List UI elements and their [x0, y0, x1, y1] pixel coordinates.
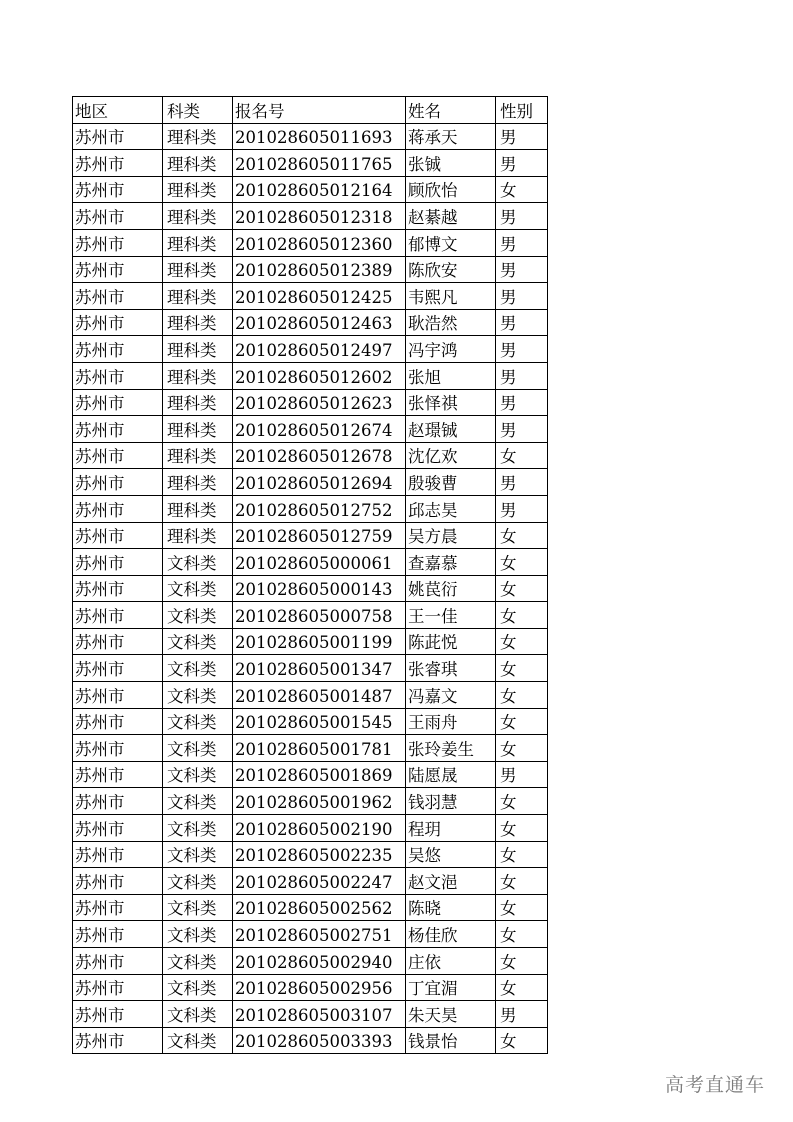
cell-registration-number: 201028605002190	[233, 815, 406, 842]
cell-gender: 女	[496, 948, 548, 975]
cell-gender: 女	[496, 602, 548, 629]
cell-gender: 女	[496, 921, 548, 948]
cell-name: 王雨舟	[406, 708, 496, 735]
cell-gender: 女	[496, 894, 548, 921]
cell-registration-number: 201028605012463	[233, 309, 406, 336]
cell-name: 赵璟铖	[406, 416, 496, 443]
cell-registration-number: 201028605012759	[233, 522, 406, 549]
cell-name: 陈欣安	[406, 256, 496, 283]
cell-region: 苏州市	[73, 256, 163, 283]
cell-region: 苏州市	[73, 522, 163, 549]
cell-subject-type: 文科类	[163, 894, 233, 921]
roster-table	[72, 96, 548, 1054]
cell-subject-type: 文科类	[163, 1027, 233, 1054]
table-row	[73, 256, 548, 283]
cell-region: 苏州市	[73, 682, 163, 709]
cell-subject-type: 理科类	[163, 203, 233, 230]
cell-registration-number: 201028605003393	[233, 1027, 406, 1054]
table-row	[73, 974, 548, 1001]
cell-subject-type: 文科类	[163, 841, 233, 868]
cell-subject-type: 文科类	[163, 655, 233, 682]
cell-name: 顾欣怡	[406, 176, 496, 203]
cell-region: 苏州市	[73, 336, 163, 363]
table-row	[73, 575, 548, 602]
cell-region: 苏州市	[73, 1027, 163, 1054]
cell-gender: 女	[496, 442, 548, 469]
cell-name: 郁博文	[406, 229, 496, 256]
cell-name: 张怿祺	[406, 389, 496, 416]
cell-subject-type: 理科类	[163, 389, 233, 416]
cell-registration-number: 201028605012497	[233, 336, 406, 363]
table-row	[73, 815, 548, 842]
cell-registration-number: 201028605012752	[233, 495, 406, 522]
cell-gender: 男	[496, 336, 548, 363]
cell-subject-type: 文科类	[163, 921, 233, 948]
cell-region: 苏州市	[73, 868, 163, 895]
cell-name: 吴方晨	[406, 522, 496, 549]
cell-region: 苏州市	[73, 788, 163, 815]
table-row	[73, 628, 548, 655]
cell-registration-number: 201028605001869	[233, 761, 406, 788]
cell-gender: 男	[496, 123, 548, 150]
table-row	[73, 442, 548, 469]
cell-name: 朱天昊	[406, 1001, 496, 1028]
table-row	[73, 229, 548, 256]
cell-registration-number: 201028605012674	[233, 416, 406, 443]
cell-gender: 男	[496, 256, 548, 283]
cell-gender: 男	[496, 203, 548, 230]
cell-registration-number: 201028605002956	[233, 974, 406, 1001]
cell-registration-number: 201028605011765	[233, 150, 406, 177]
cell-name: 陈茈悦	[406, 628, 496, 655]
cell-gender: 女	[496, 868, 548, 895]
table-row	[73, 389, 548, 416]
cell-gender: 女	[496, 655, 548, 682]
cell-subject-type: 理科类	[163, 336, 233, 363]
cell-subject-type: 文科类	[163, 602, 233, 629]
cell-gender: 男	[496, 416, 548, 443]
cell-registration-number: 201028605001199	[233, 628, 406, 655]
table-row	[73, 868, 548, 895]
cell-name: 赵綦越	[406, 203, 496, 230]
cell-region: 苏州市	[73, 948, 163, 975]
cell-gender: 女	[496, 974, 548, 1001]
table-row	[73, 176, 548, 203]
cell-name: 钱景怡	[406, 1027, 496, 1054]
cell-registration-number: 201028605012360	[233, 229, 406, 256]
cell-gender: 男	[496, 229, 548, 256]
table-row	[73, 735, 548, 762]
cell-subject-type: 理科类	[163, 256, 233, 283]
cell-registration-number: 201028605001962	[233, 788, 406, 815]
table-row	[73, 655, 548, 682]
cell-region: 苏州市	[73, 176, 163, 203]
cell-subject-type: 理科类	[163, 229, 233, 256]
table-row	[73, 1001, 548, 1028]
cell-subject-type: 文科类	[163, 628, 233, 655]
table-row	[73, 921, 548, 948]
cell-name: 丁宜湄	[406, 974, 496, 1001]
cell-registration-number: 201028605012678	[233, 442, 406, 469]
cell-name: 冯宇鸿	[406, 336, 496, 363]
cell-name: 张旭	[406, 362, 496, 389]
cell-subject-type: 理科类	[163, 522, 233, 549]
table-row	[73, 761, 548, 788]
cell-name: 冯嘉文	[406, 682, 496, 709]
cell-region: 苏州市	[73, 841, 163, 868]
table-row	[73, 495, 548, 522]
cell-region: 苏州市	[73, 469, 163, 496]
cell-name: 韦熙凡	[406, 283, 496, 310]
cell-region: 苏州市	[73, 283, 163, 310]
cell-region: 苏州市	[73, 203, 163, 230]
cell-gender: 女	[496, 788, 548, 815]
cell-gender: 男	[496, 150, 548, 177]
cell-subject-type: 理科类	[163, 416, 233, 443]
cell-gender: 女	[496, 841, 548, 868]
table-row	[73, 522, 548, 549]
cell-subject-type: 文科类	[163, 761, 233, 788]
cell-gender: 男	[496, 495, 548, 522]
cell-subject-type: 理科类	[163, 309, 233, 336]
cell-registration-number: 201028605012425	[233, 283, 406, 310]
cell-region: 苏州市	[73, 150, 163, 177]
cell-registration-number: 201028605012389	[233, 256, 406, 283]
cell-registration-number: 201028605001487	[233, 682, 406, 709]
cell-region: 苏州市	[73, 123, 163, 150]
cell-name: 张铖	[406, 150, 496, 177]
cell-registration-number: 201028605002247	[233, 868, 406, 895]
cell-name: 姚苠衍	[406, 575, 496, 602]
cell-subject-type: 理科类	[163, 150, 233, 177]
header-region: 地区	[73, 97, 163, 124]
cell-subject-type: 文科类	[163, 575, 233, 602]
cell-gender: 男	[496, 362, 548, 389]
cell-name: 陆愿晟	[406, 761, 496, 788]
cell-subject-type: 文科类	[163, 948, 233, 975]
cell-gender: 女	[496, 575, 548, 602]
cell-name: 张玲姜生	[406, 735, 496, 762]
cell-registration-number: 201028605001347	[233, 655, 406, 682]
cell-subject-type: 文科类	[163, 868, 233, 895]
cell-gender: 女	[496, 1027, 548, 1054]
table-row	[73, 708, 548, 735]
cell-subject-type: 文科类	[163, 549, 233, 576]
cell-region: 苏州市	[73, 389, 163, 416]
cell-registration-number: 201028605012623	[233, 389, 406, 416]
table-row	[73, 948, 548, 975]
cell-name: 耿浩然	[406, 309, 496, 336]
header-registration-number: 报名号	[233, 97, 406, 124]
table-row	[73, 416, 548, 443]
table-header-row	[73, 97, 548, 124]
watermark-text: 高考直通车	[664, 1074, 765, 1096]
cell-gender: 女	[496, 176, 548, 203]
cell-subject-type: 理科类	[163, 283, 233, 310]
table-row	[73, 549, 548, 576]
cell-registration-number: 201028605012318	[233, 203, 406, 230]
cell-registration-number: 201028605001545	[233, 708, 406, 735]
cell-name: 殷骏曹	[406, 469, 496, 496]
cell-registration-number: 201028605002940	[233, 948, 406, 975]
cell-gender: 男	[496, 469, 548, 496]
cell-registration-number: 201028605001781	[233, 735, 406, 762]
cell-region: 苏州市	[73, 495, 163, 522]
cell-region: 苏州市	[73, 655, 163, 682]
cell-subject-type: 理科类	[163, 442, 233, 469]
cell-registration-number: 201028605000758	[233, 602, 406, 629]
cell-subject-type: 文科类	[163, 708, 233, 735]
cell-name: 陈晓	[406, 894, 496, 921]
cell-region: 苏州市	[73, 628, 163, 655]
table-row	[73, 682, 548, 709]
cell-subject-type: 文科类	[163, 1001, 233, 1028]
header-gender: 性别	[496, 97, 548, 124]
cell-region: 苏州市	[73, 815, 163, 842]
cell-region: 苏州市	[73, 602, 163, 629]
cell-gender: 女	[496, 522, 548, 549]
table-row	[73, 283, 548, 310]
cell-registration-number: 201028605000143	[233, 575, 406, 602]
cell-gender: 女	[496, 708, 548, 735]
cell-region: 苏州市	[73, 309, 163, 336]
cell-registration-number: 201028605002562	[233, 894, 406, 921]
cell-region: 苏州市	[73, 1001, 163, 1028]
cell-gender: 男	[496, 283, 548, 310]
cell-gender: 女	[496, 735, 548, 762]
cell-name: 王一佳	[406, 602, 496, 629]
cell-subject-type: 理科类	[163, 469, 233, 496]
table-row	[73, 841, 548, 868]
cell-name: 邱志昊	[406, 495, 496, 522]
cell-name: 沈亿欢	[406, 442, 496, 469]
cell-region: 苏州市	[73, 416, 163, 443]
cell-registration-number: 201028605002751	[233, 921, 406, 948]
cell-registration-number: 201028605012602	[233, 362, 406, 389]
table-row	[73, 362, 548, 389]
table-row	[73, 602, 548, 629]
cell-subject-type: 理科类	[163, 362, 233, 389]
cell-registration-number: 201028605012164	[233, 176, 406, 203]
cell-subject-type: 文科类	[163, 788, 233, 815]
cell-name: 钱羽慧	[406, 788, 496, 815]
cell-gender: 女	[496, 815, 548, 842]
cell-region: 苏州市	[73, 894, 163, 921]
cell-gender: 女	[496, 682, 548, 709]
cell-gender: 男	[496, 389, 548, 416]
cell-registration-number: 201028605000061	[233, 549, 406, 576]
cell-name: 张睿琪	[406, 655, 496, 682]
header-subject-type: 科类	[163, 97, 233, 124]
cell-gender: 男	[496, 309, 548, 336]
cell-name: 赵文浥	[406, 868, 496, 895]
cell-region: 苏州市	[73, 708, 163, 735]
cell-region: 苏州市	[73, 362, 163, 389]
cell-registration-number: 201028605012694	[233, 469, 406, 496]
cell-subject-type: 理科类	[163, 495, 233, 522]
cell-name: 蒋承天	[406, 123, 496, 150]
table-row	[73, 336, 548, 363]
cell-subject-type: 文科类	[163, 735, 233, 762]
table-row	[73, 894, 548, 921]
table-row	[73, 150, 548, 177]
cell-gender: 女	[496, 628, 548, 655]
cell-region: 苏州市	[73, 735, 163, 762]
cell-subject-type: 理科类	[163, 123, 233, 150]
table-row	[73, 788, 548, 815]
cell-name: 庄依	[406, 948, 496, 975]
cell-region: 苏州市	[73, 575, 163, 602]
cell-region: 苏州市	[73, 921, 163, 948]
roster-table-body	[73, 97, 548, 1054]
table-row	[73, 1027, 548, 1054]
cell-registration-number: 201028605002235	[233, 841, 406, 868]
cell-subject-type: 文科类	[163, 815, 233, 842]
cell-gender: 女	[496, 549, 548, 576]
cell-gender: 男	[496, 1001, 548, 1028]
cell-name: 查嘉慕	[406, 549, 496, 576]
cell-region: 苏州市	[73, 442, 163, 469]
cell-region: 苏州市	[73, 761, 163, 788]
cell-region: 苏州市	[73, 229, 163, 256]
table-row	[73, 309, 548, 336]
table-row	[73, 469, 548, 496]
cell-name: 吴悠	[406, 841, 496, 868]
header-name: 姓名	[406, 97, 496, 124]
cell-name: 程玥	[406, 815, 496, 842]
cell-region: 苏州市	[73, 549, 163, 576]
cell-subject-type: 文科类	[163, 682, 233, 709]
cell-subject-type: 理科类	[163, 176, 233, 203]
cell-gender: 男	[496, 761, 548, 788]
cell-subject-type: 文科类	[163, 974, 233, 1001]
cell-region: 苏州市	[73, 974, 163, 1001]
table-row	[73, 123, 548, 150]
cell-registration-number: 201028605003107	[233, 1001, 406, 1028]
cell-registration-number: 201028605011693	[233, 123, 406, 150]
cell-name: 杨佳欣	[406, 921, 496, 948]
table-row	[73, 203, 548, 230]
